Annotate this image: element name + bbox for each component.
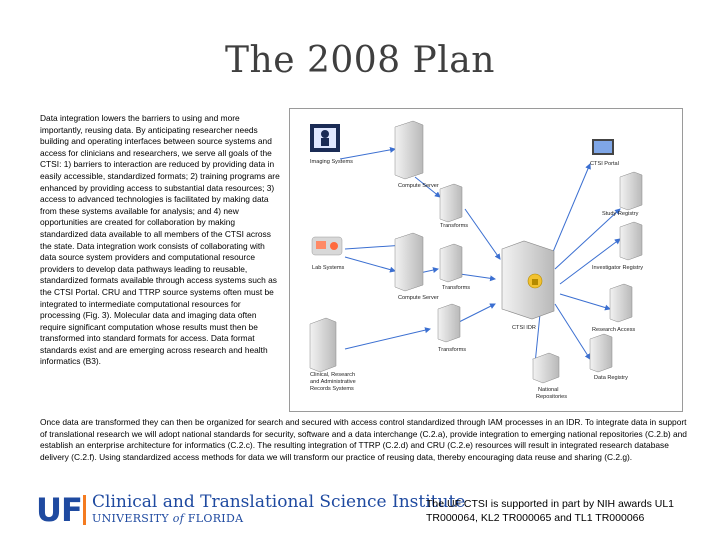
bottom-paragraph: Once data are transformed they can then be organized for search and secured with access control standardized through IAM processes in an IDR. To integrate data in support of translational research we will adopt national standards for security, software and a data interchange (C.2.a), provide integration to emerging national repositories (C.2.b) and establish an enterprise architecture for informatics (C.2.c). The resulting integration of TTRP (C.2.d) and CRU (C.2.e) resources will result in integrated research database delivery (C.2.f). Using standardized access methods for data we will transform our practice of reusing data, thereby encouraging data reuse and sharing (C.2.g). xyxy=(40,417,687,462)
research-access-label: Research Access xyxy=(592,327,636,333)
transforms-label: Transforms xyxy=(442,285,471,291)
transforms-server-icon xyxy=(440,184,462,222)
ctsi-idr-icon xyxy=(502,241,554,319)
transforms-label: Transforms xyxy=(438,347,467,353)
investigator-registry-icon xyxy=(620,222,642,260)
compute-server-label: Compute Server xyxy=(398,183,439,189)
uf-logo-mark: UF xyxy=(36,491,82,529)
data-registry-icon xyxy=(590,334,612,372)
logo-divider xyxy=(83,495,86,525)
institute-name: Clinical and Translational Science Institute xyxy=(92,492,466,512)
compute-server-icon xyxy=(395,121,423,179)
imaging-systems-icon xyxy=(310,124,340,152)
ctsi-idr-label: CTSI IDR xyxy=(512,325,536,331)
page-title: The 2008 Plan xyxy=(225,40,495,81)
architecture-diagram xyxy=(289,108,683,412)
university-name: UNIVERSITY of FLORIDA xyxy=(92,512,244,525)
national-repositories-label: National Repositories xyxy=(536,387,568,400)
research-access-icon xyxy=(610,284,632,322)
investigator-registry-label: Investigator Registry xyxy=(592,265,643,271)
lab-systems-label: Lab Systems xyxy=(312,265,345,271)
transforms-server-icon xyxy=(438,304,460,342)
lab-systems-icon xyxy=(312,237,342,255)
ctsi-portal-icon xyxy=(592,139,614,155)
clinical-records-icon xyxy=(310,318,336,372)
compute-server-icon xyxy=(395,233,423,291)
transforms-label: Transforms xyxy=(440,223,469,229)
transforms-server-icon xyxy=(440,244,462,282)
uf-ctsi-logo xyxy=(36,491,466,529)
funding-note: The UF CTSI is supported in part by NIH awards UL1 TR000064, KL2 TR000065 and TL1 TR000066 xyxy=(426,498,675,524)
clinical-records-label: Clinical, Research and Administrative Records Systems xyxy=(310,372,356,392)
ctsi-portal-label: CTSI Portal xyxy=(590,161,619,167)
arrow-imaging-to-compute xyxy=(340,149,395,159)
data-registry-label: Data Registry xyxy=(594,375,628,381)
national-repositories-icon xyxy=(533,353,559,383)
imaging-systems-label: Imaging Systems xyxy=(310,159,353,165)
compute-server-label: Compute Server xyxy=(398,295,439,301)
body-paragraph: Data integration lowers the barriers to using and more importantly, reusing data. By anticipating researcher needs building and operating interfaces between source systems and access for clinicians and researchers, we serve all goals of the CTSI: 1) barriers to interaction are reduced by providing data in easily accessible, standardized formats; 2) training programs are enhanced by providing access to substantial data resources; 3) access to advanced technologies is facilitated by making data from these systems available for analysis; and 4) new opportunities are created for collaboration by making standardized data available to all members of the CTSI across the state. Data integration work consists of collaborating with data source system providers and computational resource providers to develop data pathways leading to reusable, standardized formats available through access systems such as the CTSI Portal. CRU and TTRP source systems often must be integrated to intermediate computational resources for processing (Fig. 3). Molecular data and imaging data often require significant computation whose results must then be transformed into standard formats for access. Data format standards exist and are emerging across research and health informatics (B3). xyxy=(40,113,280,367)
study-registry-icon xyxy=(620,172,642,210)
study-registry-label: Study Registry xyxy=(602,211,639,217)
